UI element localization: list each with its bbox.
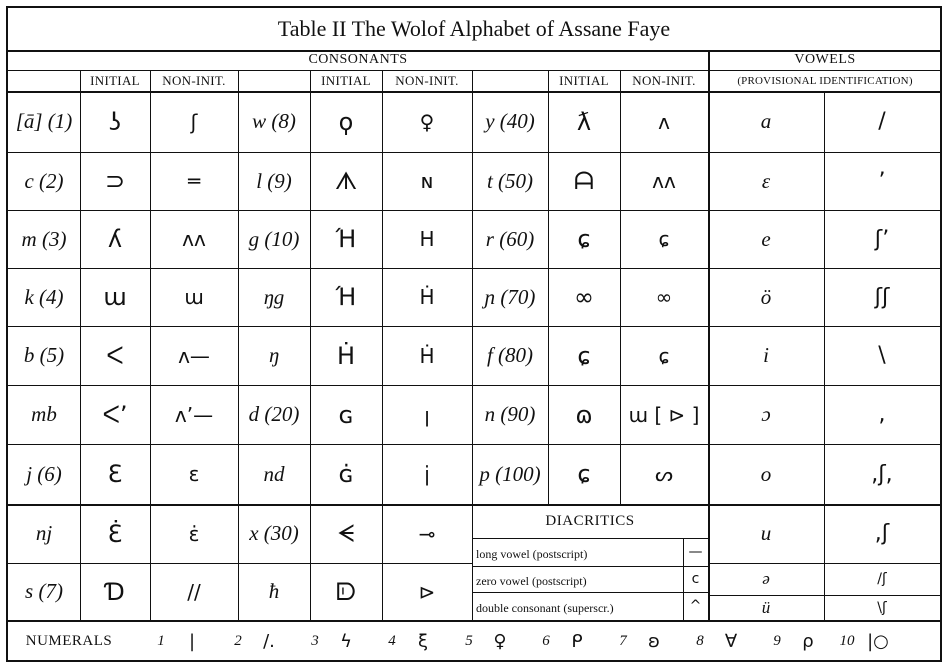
script-glyph: ƛ	[576, 107, 592, 136]
numeral-glyph: ᑭ	[571, 630, 583, 652]
script-glyph: ═	[187, 169, 201, 193]
script-glyph: H	[419, 227, 435, 251]
vowel-sign: \	[878, 343, 886, 368]
consonant-label: b (5)	[23, 343, 65, 367]
numeral-digit: 5	[465, 632, 473, 649]
script-glyph: //	[187, 579, 201, 604]
diacritic-sign: c	[691, 571, 700, 587]
consonant-label: r (60)	[485, 226, 535, 251]
vowel-sign: ,ʃ	[874, 521, 890, 546]
vowel-letter: ɔ	[761, 402, 771, 426]
consonant-label: t (50)	[486, 168, 534, 193]
script-glyph: ʌ’—	[174, 402, 214, 427]
table-title: Table II The Wolof Alphabet of Assane Faye	[277, 16, 671, 41]
script-glyph: ɕ	[577, 225, 591, 253]
script-glyph: ʌʌ	[182, 227, 206, 251]
numeral-glyph: ʚ	[648, 630, 660, 652]
script-glyph: Ή	[335, 283, 357, 311]
diacritic-label: long vowel (postscript)	[476, 546, 588, 561]
consonant-label: ħ	[268, 579, 280, 603]
script-glyph: ᔕ	[655, 462, 673, 486]
consonant-label: n (90)	[484, 402, 536, 426]
consonant-label: l (9)	[256, 168, 292, 193]
script-glyph: Ή	[335, 225, 357, 253]
script-glyph: ᗑ	[334, 167, 358, 195]
script-glyph: ɯ	[103, 283, 127, 311]
script-glyph: ⊸	[418, 521, 436, 546]
diacritics-title: DIACRITICS	[545, 512, 635, 529]
c3-noninit-header: NON-INIT.	[632, 73, 696, 88]
consonant-label: k (4)	[24, 284, 64, 309]
script-glyph: ɕ	[577, 460, 591, 488]
consonant-label: ɲ (70)	[484, 284, 536, 309]
script-glyph: ɢ̇	[338, 460, 354, 488]
script-glyph: ɕ	[658, 227, 670, 251]
script-glyph: ♀	[419, 109, 435, 134]
consonant-label: [ā] (1)	[15, 109, 73, 133]
script-glyph: ᐸ’	[102, 400, 128, 429]
script-glyph: ᐸ	[106, 341, 124, 370]
vowel-sign: ’	[878, 168, 886, 194]
c1-noninit-header: NON-INIT.	[162, 73, 226, 88]
script-glyph: Ɛ̇	[107, 519, 123, 548]
script-glyph: ɛ	[188, 462, 200, 486]
script-glyph: Ḣ	[419, 285, 435, 309]
numeral-glyph: /.	[263, 630, 275, 652]
c3-initial-header: INITIAL	[559, 73, 609, 88]
consonant-label: w (8)	[252, 109, 296, 133]
script-glyph: ⊳	[418, 579, 436, 604]
diacritic-label: zero vowel (postscript)	[476, 573, 587, 588]
diacritic-label: double consonant (superscr.)	[476, 600, 614, 615]
script-glyph: ᗟ	[336, 577, 356, 606]
vowel-letter: e	[761, 226, 771, 251]
script-glyph: ɕ	[658, 343, 670, 368]
script-glyph: Ɛ	[107, 460, 123, 488]
script-glyph: ɴ	[420, 169, 434, 193]
c2-noninit-header: NON-INIT.	[395, 73, 459, 88]
script-glyph: ʌ—	[178, 343, 210, 368]
consonant-label: mb	[31, 402, 57, 426]
consonant-label: ŋ	[268, 343, 280, 367]
script-glyph: ɛ̇	[188, 521, 200, 546]
script-glyph: ∞	[655, 285, 673, 309]
vowel-letter: ɛ	[761, 168, 771, 193]
consonant-label: ŋg	[263, 284, 285, 309]
script-glyph: ʌ	[658, 109, 670, 134]
vowel-sign: /ʃ	[877, 571, 887, 587]
numeral-glyph: ρ	[802, 630, 814, 652]
numerals-label: NUMERALS	[25, 632, 113, 649]
c2-initial-header: INITIAL	[321, 73, 371, 88]
script-glyph: ɯ	[184, 285, 204, 309]
vowel-letter: a	[760, 109, 772, 133]
script-glyph: Ḣ	[336, 341, 356, 370]
consonant-label: p (100)	[479, 461, 541, 486]
script-glyph: ꞁ̇	[424, 462, 430, 486]
numeral-digit: 8	[696, 632, 704, 649]
script-glyph: ᗕ	[337, 519, 355, 548]
script-glyph: ⊃	[104, 167, 126, 195]
consonant-label: y (40)	[485, 109, 535, 133]
numeral-digit: 9	[773, 632, 781, 649]
diacritic-sign: ^	[689, 598, 702, 614]
numeral-digit: 4	[388, 632, 396, 649]
vowel-sign: ʃ’	[874, 226, 890, 252]
script-glyph: ɢ	[338, 400, 354, 429]
vowel-sign: /	[878, 109, 886, 134]
numeral-glyph: |○	[867, 630, 889, 652]
numeral-glyph: ϟ	[340, 630, 352, 652]
c1-initial-header: INITIAL	[90, 73, 140, 88]
script-glyph: ∞	[574, 283, 594, 311]
vowel-letter: i	[763, 343, 769, 367]
vowel-sign: ,	[878, 402, 886, 427]
vowel-sign: ,ʃ,	[871, 461, 893, 487]
provisional-identification-header: (PROVISIONAL IDENTIFICATION)	[737, 75, 913, 87]
consonant-label: s (7)	[25, 579, 63, 603]
script-glyph: ꞁ	[424, 402, 430, 427]
diacritic-sign: —	[688, 544, 703, 560]
numeral-digit: 2	[234, 632, 242, 649]
script-glyph: ɕ	[577, 341, 591, 370]
numeral-digit: 10	[839, 632, 855, 649]
consonant-label: x (30)	[249, 521, 299, 545]
consonant-label: c (2)	[24, 168, 64, 193]
numeral-digit: 6	[542, 632, 550, 649]
script-glyph: ʖ	[108, 107, 122, 136]
numeral-digit: 7	[619, 632, 627, 649]
script-glyph: ɷ	[575, 400, 593, 429]
script-glyph: ʌʌ	[652, 169, 676, 193]
consonant-label: nj	[35, 521, 53, 545]
script-glyph: Ɗ	[105, 577, 125, 606]
vowel-sign: ʃʃ	[874, 284, 890, 310]
vowel-sign: \ʃ	[877, 599, 887, 616]
consonant-label: g (10)	[248, 226, 300, 251]
vowel-letter: u	[760, 521, 772, 545]
numeral-glyph: ξ	[417, 630, 429, 652]
numeral-digit: 3	[311, 632, 319, 649]
script-glyph: Ḣ	[419, 343, 435, 368]
vowels-header: VOWELS	[794, 52, 856, 67]
vowel-letter: ü	[761, 597, 771, 617]
consonant-label: d (20)	[248, 402, 300, 426]
consonant-label: nd	[263, 461, 285, 486]
consonant-label: f (80)	[486, 343, 534, 367]
script-glyph: ɯ [ ⊳ ]	[628, 402, 700, 427]
numeral-digit: 1	[157, 632, 165, 649]
consonants-header: CONSONANTS	[308, 52, 408, 67]
script-glyph: ᗩ	[574, 167, 594, 195]
vowel-letter: o	[760, 461, 772, 486]
numeral-glyph: ♀	[493, 630, 507, 652]
vowel-letter: ə	[762, 569, 770, 588]
vowel-letter: ö	[760, 284, 772, 309]
consonant-label: m (3)	[21, 226, 67, 251]
consonant-label: j (6)	[26, 461, 62, 486]
numeral-glyph: ∀	[724, 630, 738, 652]
script-glyph: ʎ	[107, 225, 123, 253]
script-glyph: ʃ	[190, 109, 198, 134]
script-glyph: ϙ	[338, 107, 354, 136]
numeral-glyph: |	[188, 630, 196, 652]
